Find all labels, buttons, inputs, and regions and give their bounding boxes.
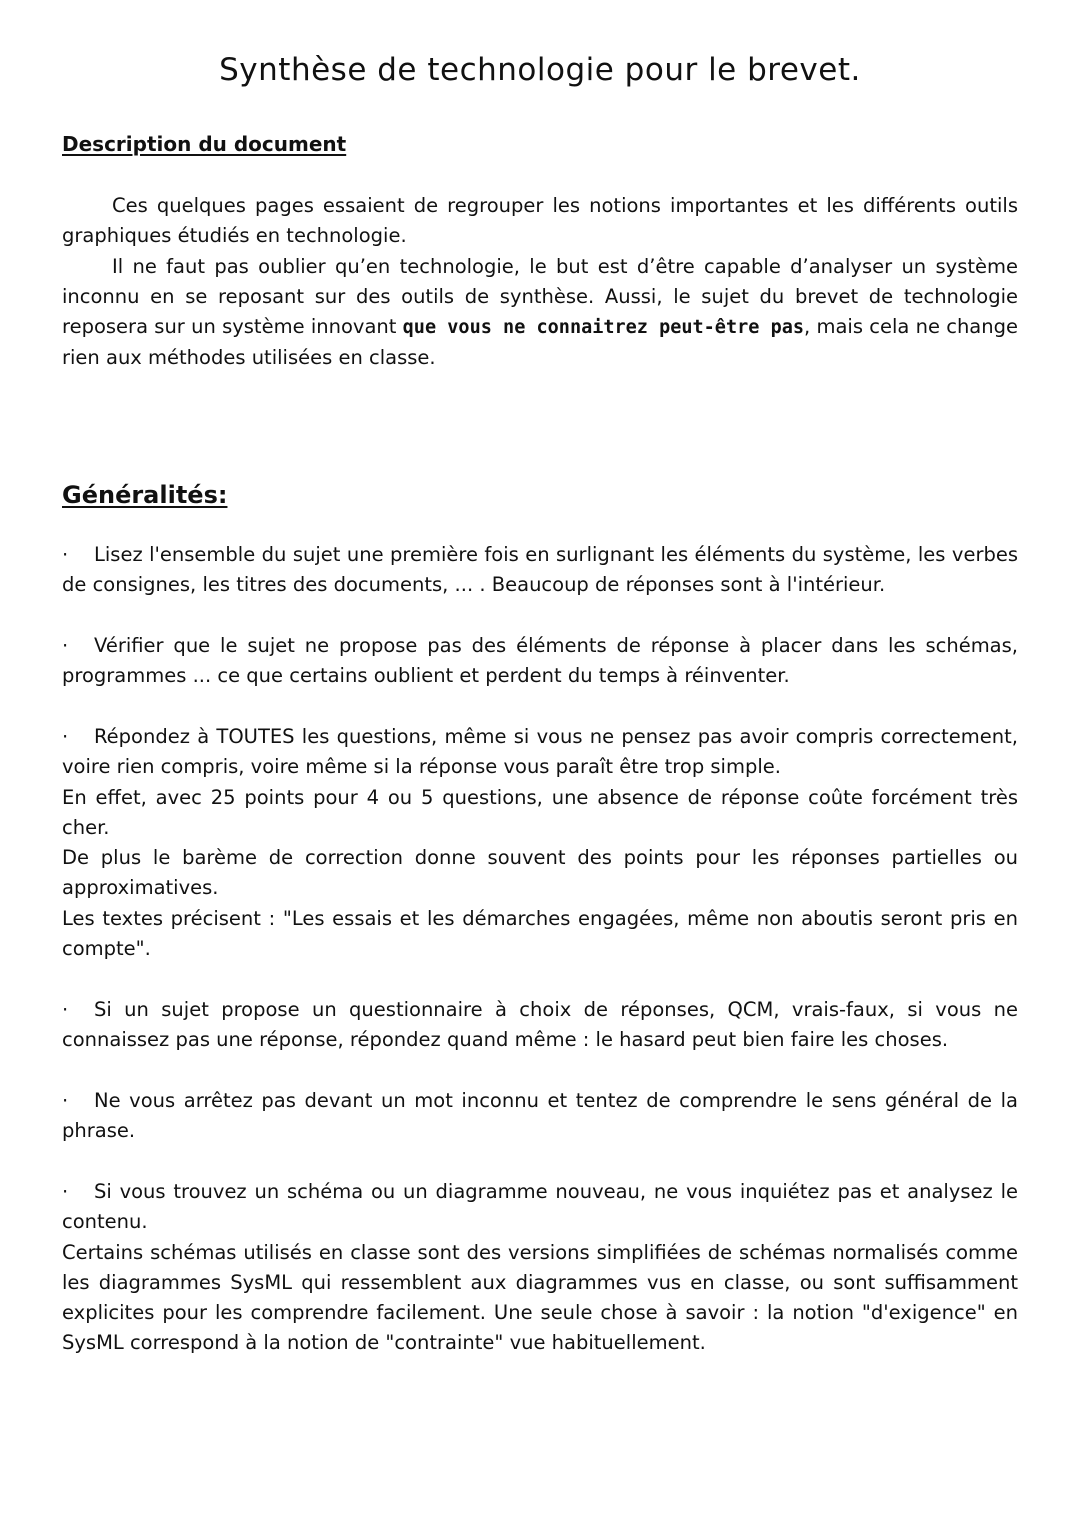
- bullet-1: [62, 540, 1018, 601]
- bullet-marker: ·: [62, 1089, 69, 1112]
- description-paragraph-2-end: , mais cela ne change rien aux méthodes utilisées en classe.: [62, 315, 1018, 370]
- bullet-marker: ·: [62, 998, 69, 1021]
- description-paragraph-1: Ces quelques pages essaient de regrouper les notions importantes et les différents outils graphiques étudiés en technologie.: [62, 194, 1018, 248]
- bullet-2-text: Vérifier que le sujet ne propose pas des éléments de réponse à placer dans les schémas, programmes ... ce que certains oublient et perdent du temps à réinventer.: [62, 634, 1018, 688]
- description-emphasis: que vous ne connaitrez peut-être pas: [402, 317, 804, 339]
- bullet-3-line-4: Les textes précisent : "Les essais et les démarches engagées, même non aboutis seront pris en compte".: [62, 906, 1018, 961]
- bullet-6-text: Si vous trouvez un schéma ou un diagramme nouveau, ne vous inquiétez pas et analysez le contenu.: [62, 1180, 1018, 1234]
- bullet-4-text: Si un sujet propose un questionnaire à choix de réponses, QCM, vrais-faux, si vous ne connaissez pas une réponse, répondez quand même : le hasard peut bien faire les choses.: [62, 998, 1018, 1052]
- bullet-5-text: Ne vous arrêtez pas devant un mot inconnu et tentez de comprendre le sens général de la phrase.: [62, 1089, 1018, 1143]
- bullet-marker: ·: [62, 634, 69, 657]
- page-title: Synthèse de technologie pour le brevet.: [219, 52, 861, 88]
- bullet-3-text: Répondez à TOUTES les questions, même si vous ne pensez pas avoir compris correctement, voire rien compris, voire même si la réponse vous paraît être trop simple.: [62, 725, 1018, 779]
- description-paragraph-2: [62, 252, 1018, 374]
- description-heading: Description du document: [62, 132, 347, 156]
- bullet-marker: ·: [62, 725, 69, 748]
- bullet-3-line-3: De plus le barème de correction donne souvent des points pour les réponses partielles ou approximatives.: [62, 846, 1018, 900]
- bullet-4: [62, 995, 1018, 1056]
- bullet-marker: ·: [62, 1180, 69, 1203]
- bullet-3: [62, 722, 1018, 964]
- bullet-6: [62, 1177, 1018, 1359]
- bullet-3-line-2: En effet, avec 25 points pour 4 ou 5 questions, une absence de réponse coûte forcément très cher.: [62, 785, 1018, 839]
- bullet-6-line-2: Certains schémas utilisés en classe sont des versions simplifiées de schémas normalisés comme les diagrammes SysML qui ressemblent aux diagrammes vus en classe, ou sont suffisamment explicites pour les comprendre facilement. Une seule chose à savoir : la notion "d'exigence" en SysML correspond à la notion de "contrainte" vue habituellement.: [62, 1240, 1018, 1355]
- description-body: [62, 191, 1018, 374]
- description-paragraph-2-text: Il ne faut pas oublier qu’en technologie, le but est d’être capable d’analyser un système inconnu en se reposant sur des outils de synthèse. Aussi, le sujet du brevet de technologie reposera sur un système innovant: [62, 254, 1018, 339]
- generalites-heading: Généralités:: [62, 481, 228, 509]
- bullet-5: [62, 1086, 1018, 1147]
- bullet-2: [62, 631, 1018, 692]
- bullet-1-text: Lisez l'ensemble du sujet une première fois en surlignant les éléments du système, les verbes de consignes, les titres des documents, ... . Beaucoup de réponses sont à l'intérieur.: [62, 543, 1018, 597]
- bullet-marker: ·: [62, 543, 69, 566]
